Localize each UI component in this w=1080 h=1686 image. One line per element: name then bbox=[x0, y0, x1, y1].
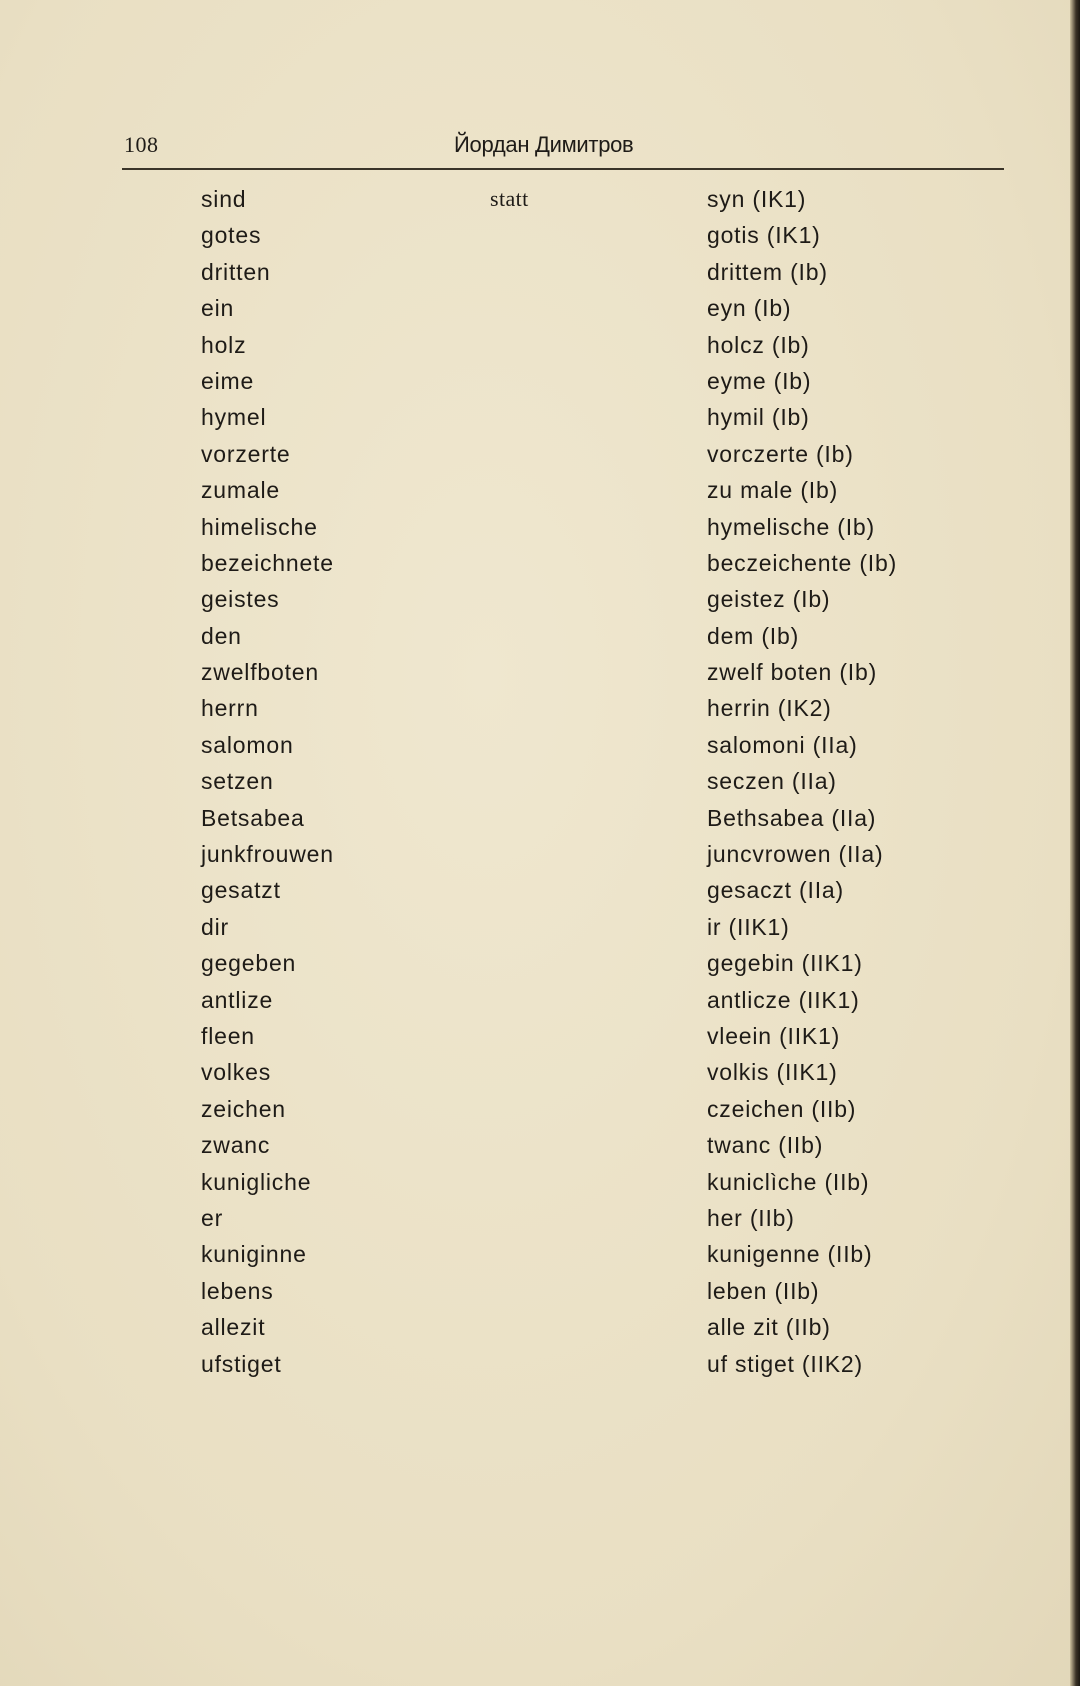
list-item bbox=[0, 255, 1080, 291]
modern-form: dir bbox=[201, 913, 229, 940]
manuscript-form: alle zit (IIb) bbox=[707, 1314, 831, 1341]
modern-form: bezeichnete bbox=[201, 549, 334, 576]
manuscript-form: twanc (IIb) bbox=[707, 1132, 824, 1159]
manuscript-form: vleein (IIK1) bbox=[707, 1022, 841, 1049]
list-item bbox=[0, 946, 1080, 982]
list-item bbox=[0, 1019, 1080, 1055]
manuscript-form: hymil (Ib) bbox=[707, 404, 810, 431]
manuscript-form: ir (IIK1) bbox=[707, 913, 790, 940]
list-item bbox=[0, 1165, 1080, 1201]
manuscript-form: zwelf boten (Ib) bbox=[707, 659, 878, 686]
modern-form: salomon bbox=[201, 731, 294, 758]
manuscript-form: kuniclìche (IIb) bbox=[707, 1168, 870, 1195]
manuscript-form: salomoni (IIa) bbox=[707, 731, 858, 758]
list-item bbox=[0, 764, 1080, 800]
manuscript-form: czeichen (IIb) bbox=[707, 1095, 857, 1122]
manuscript-form: herrin (IK2) bbox=[707, 695, 832, 722]
manuscript-form: kunigenne (IIb) bbox=[707, 1241, 873, 1268]
modern-form: antlize bbox=[201, 986, 274, 1013]
header-rule bbox=[122, 168, 1004, 170]
manuscript-form: gotis (IK1) bbox=[707, 222, 821, 249]
modern-form: hymel bbox=[201, 404, 267, 431]
manuscript-form: hymelische (Ib) bbox=[707, 513, 875, 540]
page-header bbox=[124, 132, 1004, 168]
modern-form: holz bbox=[201, 331, 247, 358]
list-item bbox=[0, 291, 1080, 327]
modern-form: kunigliche bbox=[201, 1168, 312, 1195]
manuscript-form: gegebin (IIK1) bbox=[707, 950, 863, 977]
manuscript-form: seczen (IIa) bbox=[707, 768, 837, 795]
modern-form: zumale bbox=[201, 477, 280, 504]
manuscript-form: uf stiget (IIK2) bbox=[707, 1350, 863, 1377]
page-number: 108 bbox=[124, 132, 159, 157]
list-item bbox=[0, 1128, 1080, 1164]
manuscript-form: geistez (Ib) bbox=[707, 586, 831, 613]
modern-form: dritten bbox=[201, 258, 271, 285]
modern-form: geistes bbox=[201, 586, 280, 613]
list-item bbox=[0, 437, 1080, 473]
modern-form: ein bbox=[201, 295, 235, 322]
list-item bbox=[0, 801, 1080, 837]
modern-form: er bbox=[201, 1204, 224, 1231]
list-item bbox=[0, 582, 1080, 618]
modern-form: vorzerte bbox=[201, 440, 291, 467]
list-item bbox=[0, 1055, 1080, 1091]
modern-form: fleen bbox=[201, 1022, 255, 1049]
connector-word: statt bbox=[490, 186, 529, 211]
manuscript-form: Bethsabea (IIa) bbox=[707, 804, 877, 831]
list-item bbox=[0, 1347, 1080, 1383]
modern-form: eime bbox=[201, 367, 255, 394]
manuscript-form: vorczerte (Ib) bbox=[707, 440, 854, 467]
list-item bbox=[0, 1274, 1080, 1310]
list-item bbox=[0, 1092, 1080, 1128]
modern-form: volkes bbox=[201, 1059, 271, 1086]
list-item bbox=[0, 182, 1080, 218]
manuscript-form: her (IIb) bbox=[707, 1204, 795, 1231]
manuscript-form: holcz (Ib) bbox=[707, 331, 810, 358]
manuscript-form: beczeichente (Ib) bbox=[707, 549, 898, 576]
list-item bbox=[0, 328, 1080, 364]
manuscript-form: eyn (Ib) bbox=[707, 295, 792, 322]
manuscript-form: syn (IK1) bbox=[707, 186, 807, 212]
manuscript-form: gesaczt (IIa) bbox=[707, 877, 844, 904]
list-item bbox=[0, 364, 1080, 400]
modern-form: Betsabea bbox=[201, 804, 305, 831]
list-item bbox=[0, 691, 1080, 727]
list-item bbox=[0, 655, 1080, 691]
modern-form: allezit bbox=[201, 1314, 266, 1341]
list-item bbox=[0, 910, 1080, 946]
modern-form: gegeben bbox=[201, 950, 297, 977]
manuscript-form: eyme (Ib) bbox=[707, 367, 812, 394]
modern-form: himelische bbox=[201, 513, 318, 540]
manuscript-form: drittem (Ib) bbox=[707, 258, 828, 285]
list-item bbox=[0, 546, 1080, 582]
modern-form: gesatzt bbox=[201, 877, 281, 904]
manuscript-form: zu male (Ib) bbox=[707, 477, 839, 504]
list-item bbox=[0, 1310, 1080, 1346]
list-item bbox=[0, 837, 1080, 873]
manuscript-form: antlicze (IIK1) bbox=[707, 986, 860, 1013]
manuscript-form: volkis (IIK1) bbox=[707, 1059, 838, 1086]
modern-form: lebens bbox=[201, 1277, 274, 1304]
modern-form: herrn bbox=[201, 695, 259, 722]
word-comparison-list bbox=[0, 182, 1080, 1383]
modern-form: junkfrouwen bbox=[201, 841, 334, 868]
modern-form: ufstiget bbox=[201, 1350, 282, 1377]
list-item bbox=[0, 619, 1080, 655]
manuscript-form: dem (Ib) bbox=[707, 622, 800, 649]
modern-form: zwanc bbox=[201, 1132, 271, 1159]
modern-form: gotes bbox=[201, 222, 262, 249]
list-item bbox=[0, 873, 1080, 909]
list-item bbox=[0, 983, 1080, 1019]
modern-form: sind bbox=[201, 186, 247, 212]
list-item bbox=[0, 400, 1080, 436]
list-item bbox=[0, 728, 1080, 764]
list-item bbox=[0, 510, 1080, 546]
modern-form: zeichen bbox=[201, 1095, 286, 1122]
page-edge bbox=[1070, 0, 1080, 1686]
list-item bbox=[0, 218, 1080, 254]
manuscript-form: leben (IIb) bbox=[707, 1277, 820, 1304]
running-head: Йордан Димитров bbox=[454, 132, 634, 157]
modern-form: zwelfboten bbox=[201, 659, 319, 686]
modern-form: den bbox=[201, 622, 242, 649]
manuscript-form: juncvrowen (IIa) bbox=[707, 841, 884, 868]
modern-form: setzen bbox=[201, 768, 274, 795]
list-item bbox=[0, 473, 1080, 509]
list-item bbox=[0, 1201, 1080, 1237]
list-item bbox=[0, 1237, 1080, 1273]
modern-form: kuniginne bbox=[201, 1241, 307, 1268]
